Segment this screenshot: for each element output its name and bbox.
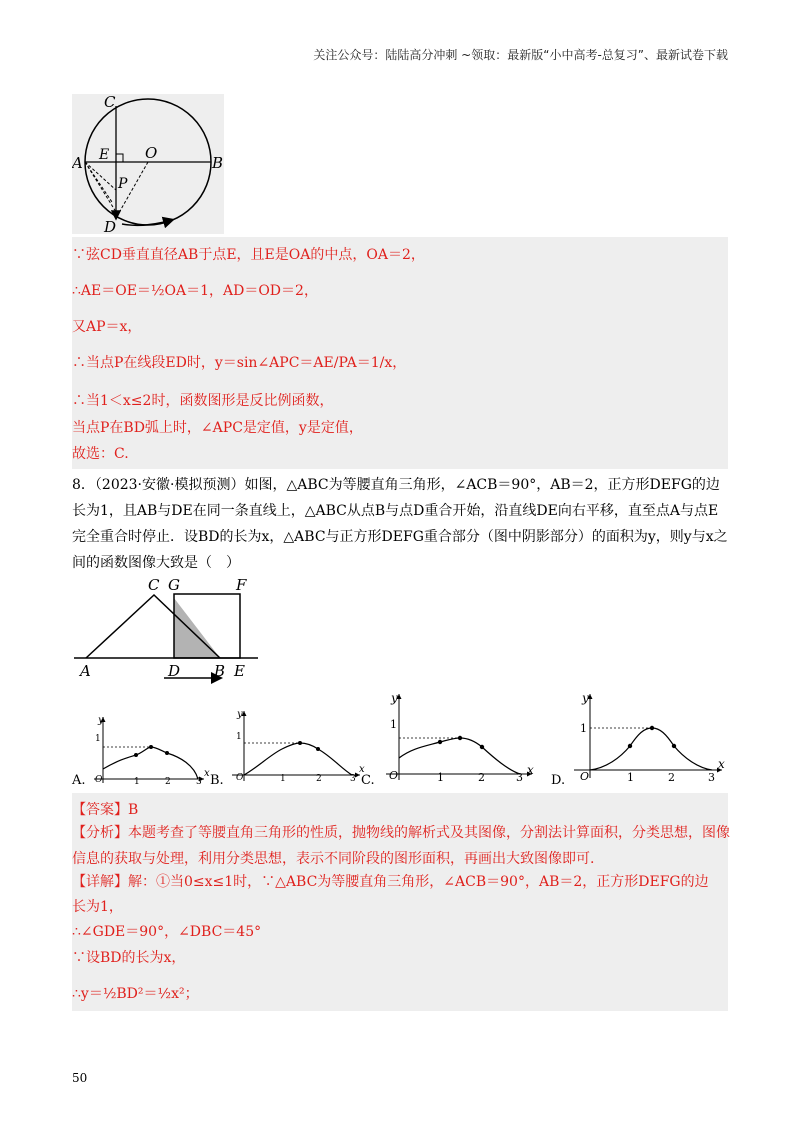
triangle-square-figure <box>72 572 272 688</box>
fig-label-f: F <box>236 576 247 594</box>
question-number: 8． <box>72 477 95 493</box>
svg-text:2: 2 <box>478 771 485 784</box>
label-a: A <box>72 154 83 172</box>
option-a-graph <box>90 713 210 785</box>
svg-text:3: 3 <box>196 777 202 785</box>
svg-text:1: 1 <box>280 774 286 784</box>
fig-label-b: B <box>214 662 226 680</box>
prev-solution-line-2: ∴AE＝OE＝½OA＝1，AD＝OD＝2， <box>72 283 318 299</box>
svg-text:x: x <box>204 768 210 779</box>
analysis-block <box>72 820 732 872</box>
svg-text:1: 1 <box>95 734 101 744</box>
answer-value: B <box>128 802 139 818</box>
svg-text:2: 2 <box>668 771 675 784</box>
svg-text:y: y <box>391 691 398 705</box>
svg-text:1: 1 <box>134 777 140 785</box>
svg-text:O: O <box>236 773 244 783</box>
prev-solution-line-1: ∵弦CD垂直直径AB于点E，且E是OA的中点，OA＝2， <box>72 247 425 263</box>
fig-label-e: E <box>234 662 245 680</box>
label-b: B <box>212 154 224 172</box>
svg-text:2: 2 <box>165 777 171 785</box>
answer-tag: 【答案】 <box>72 802 128 818</box>
detail-line-3: ∴∠GDE＝90°，∠DBC＝45° <box>72 924 262 940</box>
detail-line-4: ∵设BD的长为x， <box>72 950 186 966</box>
fig-label-g: G <box>168 576 180 594</box>
detail-line-2: 长为1， <box>72 899 123 915</box>
fig-label-d: D <box>168 662 181 680</box>
page-header: 关注公众号：陆陆高分冲刺 ~领取：最新版“小中高考-总复习”、最新试卷下载 <box>313 48 728 62</box>
option-b-label: B. <box>210 773 224 788</box>
prev-solution-line-6: 当点P在BD弧上时，∠APC是定值，y是定值， <box>72 420 363 436</box>
svg-text:O: O <box>389 769 399 782</box>
question-8 <box>72 472 732 576</box>
option-d-label: D. <box>551 773 566 788</box>
detail-line-1: 【详解】解：①当0≤x≤1时，∵△ABC为等腰直角三角形，∠ACB＝90°，AB＝2，正方形DEFG的边 <box>72 874 709 890</box>
circle-figure <box>72 94 224 234</box>
svg-text:y: y <box>582 691 589 705</box>
svg-text:y: y <box>237 709 243 720</box>
prev-solution-line-5: ∴当1＜x≤2时，函数图形是反比例函数， <box>72 393 334 409</box>
svg-text:1: 1 <box>627 771 634 784</box>
svg-text:x: x <box>718 757 725 771</box>
svg-text:y: y <box>98 715 104 726</box>
fig-label-a: A <box>80 662 91 680</box>
svg-text:O: O <box>580 770 590 783</box>
prev-solution-line-3: 又AP＝x， <box>72 319 142 335</box>
label-p: P <box>118 176 128 192</box>
svg-text:O: O <box>95 775 103 785</box>
option-a-label: A. <box>72 773 86 788</box>
label-o: O <box>145 144 158 162</box>
prev-solution-line-7: 故选：C. <box>72 446 129 462</box>
svg-text:x: x <box>359 764 365 775</box>
option-d-graph <box>570 690 732 786</box>
svg-text:3: 3 <box>350 774 356 784</box>
detail-line-5: ∴y＝½BD²＝½x²； <box>72 986 199 1002</box>
svg-text:x: x <box>527 763 534 777</box>
detail-tag: 【详解】 <box>72 874 128 890</box>
label-c: C <box>104 94 116 111</box>
svg-text:1: 1 <box>236 732 242 742</box>
fig-label-c: C <box>148 576 160 594</box>
svg-text:3: 3 <box>708 771 715 784</box>
option-b-graph <box>228 707 368 785</box>
page-number: 50 <box>72 1071 88 1085</box>
svg-text:3: 3 <box>516 771 523 784</box>
analysis-text: 本题考查了等腰直角三角形的性质，抛物线的解析式及其图像，分割法计算面积，分类思想，图像信息的获取与处理，利用分类思想，表示不同阶段的图形面积，再画出大致图像即可. <box>72 825 730 867</box>
label-e: E <box>99 147 110 163</box>
svg-text:2: 2 <box>316 774 322 784</box>
analysis-tag: 【分析】 <box>72 825 128 841</box>
question-text: 如图，△ABC为等腰直角三角形，∠ACB＝90°，AB＝2，正方形DEFG的边长为1，且AB与DE在同一条直线上，△ABC从点B与点D重合开始，沿直线DE向右平移，直至点A与点E完全重合时停止．设BD的长为x，△ABC与正方形DEFG重合部分（图中阴影部分）的面积为y，则y与x之间的函数图像大致是（ ） <box>72 477 728 571</box>
label-d: D <box>104 218 117 234</box>
answer-line <box>72 800 138 820</box>
option-c-graph <box>382 690 542 786</box>
shaded-overlap <box>174 598 220 658</box>
question-source: （2023·安徽·模拟预测） <box>94 477 245 493</box>
svg-text:1: 1 <box>580 722 587 735</box>
prev-solution-line-4: ∴当点P在线段ED时，y＝sin∠APC＝AE/PA＝1/x， <box>72 355 407 371</box>
option-c-label: C. <box>361 773 375 788</box>
svg-text:1: 1 <box>437 771 444 784</box>
svg-text:1: 1 <box>390 718 397 731</box>
right-angle-mark <box>116 154 123 162</box>
